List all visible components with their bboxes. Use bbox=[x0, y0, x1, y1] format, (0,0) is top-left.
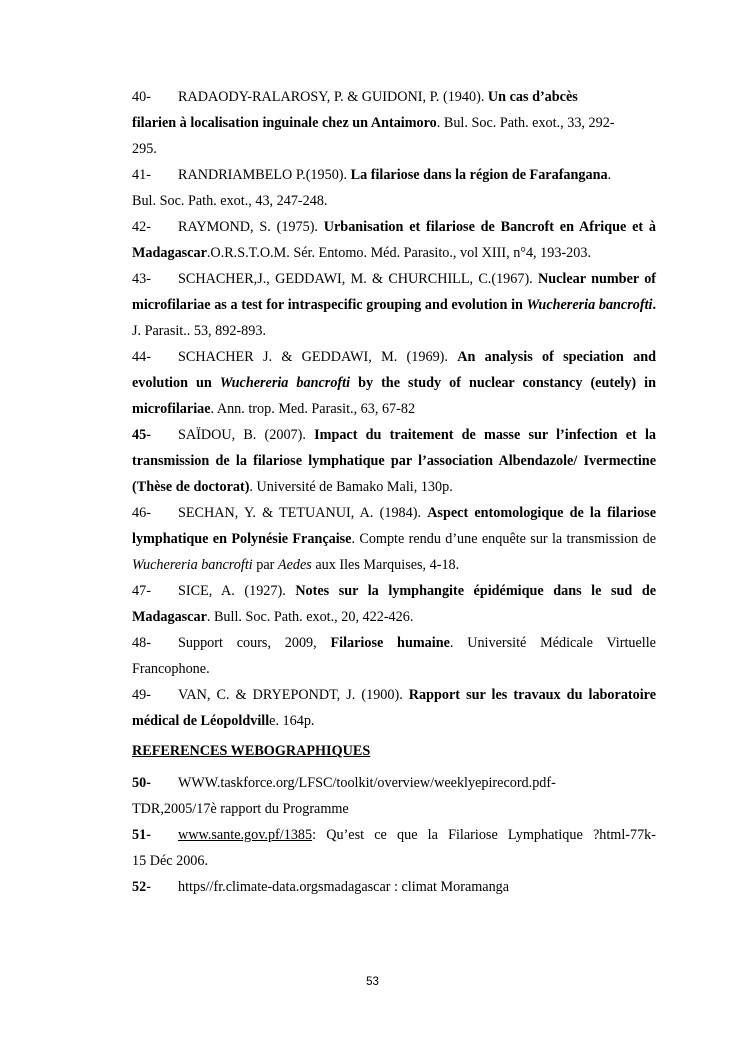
ref-number: 46- bbox=[132, 505, 151, 521]
reference-44: 44- SCHACHER J. & GEDDAWI, M. (1969). An analysis of speciation and evolution un Wuchereria bancrofti by the study of nuclear constancy (eutely) in microfilariae. Ann. trop. Med. Parasit., 63, 67-82 bbox=[132, 344, 656, 422]
ref-number: 48- bbox=[132, 635, 151, 651]
ref-number: 44- bbox=[132, 349, 151, 365]
ref-number: 40- bbox=[132, 89, 151, 105]
web-reference-52: 52- https//fr.climate-data.orgsmadagascar : climat Moramanga bbox=[132, 874, 656, 900]
ref-number: 52- bbox=[132, 879, 151, 895]
reference-48: 48- Support cours, 2009, Filariose humaine. Université Médicale Virtuelle Francophone. bbox=[132, 630, 656, 682]
reference-41: 41- RANDRIAMBELO P.(1950). La filariose dans la région de Farafangana. Bul. Soc. Path. exot., 43, 247-248. bbox=[132, 162, 656, 214]
page-number: 53 bbox=[366, 976, 379, 988]
ref-number: 43- bbox=[132, 271, 151, 287]
reference-list bbox=[132, 84, 656, 900]
ref-number: 49- bbox=[132, 687, 151, 703]
ref-number: 42- bbox=[132, 219, 151, 235]
web-link[interactable]: www.sante.gov.pf/1385 bbox=[178, 827, 313, 843]
ref-number: 41- bbox=[132, 167, 151, 183]
reference-46: 46- SECHAN, Y. & TETUANUI, A. (1984). Aspect entomologique de la filariose lymphatique en Polynésie Française. Compte rendu d’une enquête sur la transmission de Wuchereria bancrofti par Aedes aux Iles Marquises, 4-18. bbox=[132, 500, 656, 578]
ref-number: 47- bbox=[132, 583, 151, 599]
reference-45: 45- SAÏDOU, B. (2007). Impact du traitement de masse sur l’infection et la transmission de la filariose lymphatique par l’association Albendazole/ Ivermectine (Thèse de doctorat). Université de Bamako Mali, 130p. bbox=[132, 422, 656, 500]
ref-number: 51- bbox=[132, 827, 151, 843]
ref-number: 45- bbox=[132, 427, 151, 443]
reference-40: 40- RADAODY-RALAROSY, P. & GUIDONI, P. (1940). Un cas d’abcès filarien à localisation inguinale chez un Antaimoro. Bul. Soc. Path. exot., 33, 292- 295. bbox=[132, 84, 656, 162]
ref-number: 50- bbox=[132, 775, 151, 791]
reference-42: 42- RAYMOND, S. (1975). Urbanisation et filariose de Bancroft en Afrique et à Madagascar.O.R.S.T.O.M. Sér. Entomo. Méd. Parasito., vol XIII, n°4, 193-203. bbox=[132, 214, 656, 266]
web-reference-51-tail: 15 Déc 2006. bbox=[132, 853, 209, 869]
web-reference-50: 50- WWW.taskforce.org/LFSC/toolkit/overview/weeklyepirecord.pdf- TDR,2005/17è rapport du Programme bbox=[132, 770, 656, 822]
reference-43: 43- SCHACHER,J., GEDDAWI, M. & CHURCHILL, C.(1967). Nuclear number of microfilariae as a test for intraspecific grouping and evolution in Wuchereria bancrofti. J. Parasit.. 53, 892-893. bbox=[132, 266, 656, 344]
web-reference-51: 51- www.sante.gov.pf/1385: Qu’est ce que la Filariose Lymphatique ?html-77k- bbox=[132, 822, 656, 848]
section-heading: REFERENCES WEBOGRAPHIQUES bbox=[132, 743, 371, 759]
reference-47: 47- SICE, A. (1927). Notes sur la lymphangite épidémique dans le sud de Madagascar. Bull. Soc. Path. exot., 20, 422-426. bbox=[132, 578, 656, 630]
reference-49: 49- VAN, C. & DRYEPONDT, J. (1900). Rapport sur les travaux du laboratoire médical de Léopoldville. 164p. bbox=[132, 682, 656, 734]
